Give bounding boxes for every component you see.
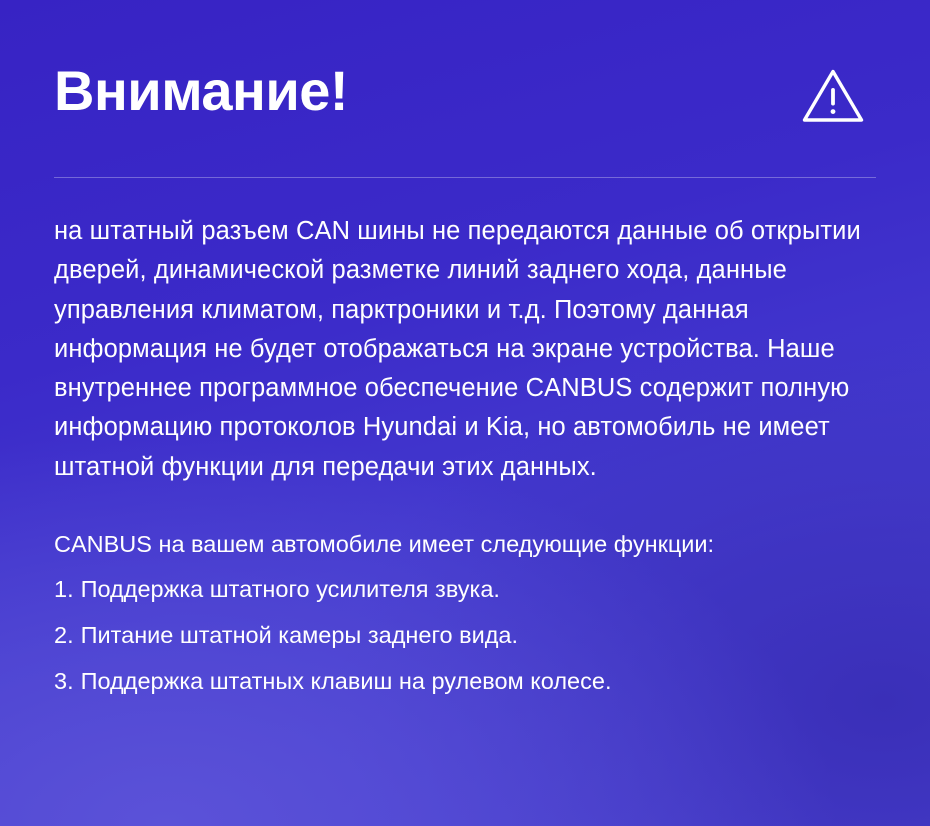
feature-number: 1. bbox=[54, 576, 74, 603]
list-item bbox=[54, 662, 876, 700]
notice-header bbox=[54, 56, 876, 131]
features-intro-text: CANBUS на вашем автомобиле имеет следующие функции: bbox=[54, 530, 715, 557]
feature-label: Питание штатной камеры заднего вида. bbox=[80, 622, 519, 649]
feature-label: Поддержка штатных клавиш на рулевом колесе. bbox=[80, 668, 612, 695]
feature-number: 3. bbox=[54, 668, 74, 695]
page-title: Внимание! bbox=[54, 59, 349, 122]
feature-list bbox=[54, 570, 876, 700]
feature-number: 2. bbox=[54, 622, 74, 649]
list-item bbox=[54, 570, 876, 608]
warning-triangle-icon bbox=[800, 66, 866, 131]
list-item bbox=[54, 616, 876, 654]
features-section bbox=[54, 527, 876, 700]
header-divider bbox=[54, 177, 876, 178]
notice-body-text: на штатный разъем CAN шины не передаются данные об открытии дверей, динамической разметке линий заднего хода, данные управления климатом, парктроники и т.д. Поэтому данная информация не будет отображаться на экране устройства. Наше внутреннее программное обеспечение CANBUS содержит полную информацию протоколов Hyundai и Kia, но автомобиль не имеет штатной функции для передачи этих данных. bbox=[54, 217, 861, 481]
feature-label: Поддержка штатного усилителя звука. bbox=[80, 576, 500, 603]
